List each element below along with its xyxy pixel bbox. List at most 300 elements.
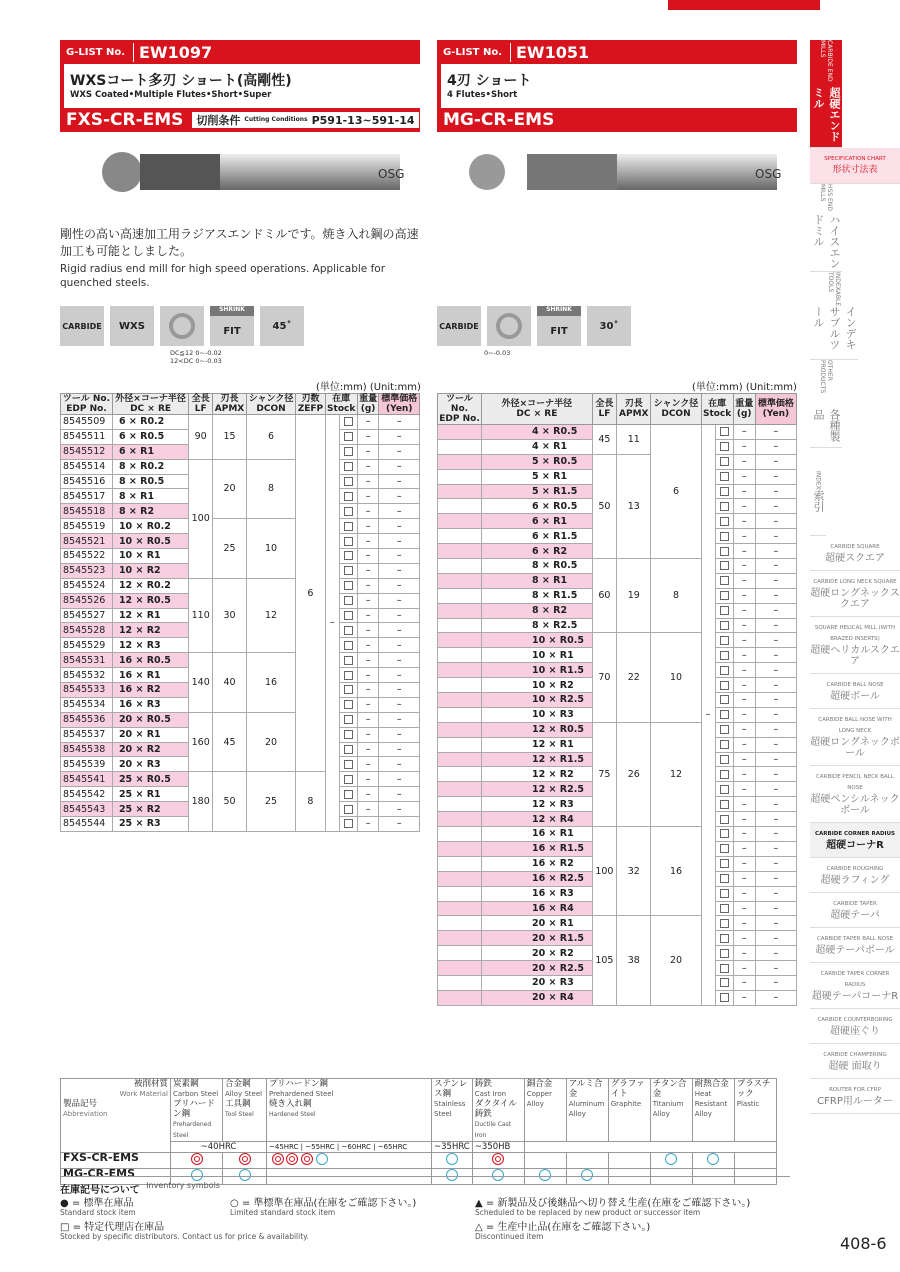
carbide-icon: CARBIDE [437,306,481,346]
distributor-stock-icon [720,651,729,660]
weight: – [357,772,379,787]
tool-image [60,132,420,222]
edp-no [438,931,482,946]
lf: 75 [592,722,616,826]
price: – [755,514,796,529]
price: – [379,415,420,430]
sidebar-category-3[interactable]: CARBIDE BALL NOSE 超硬ボール [810,674,900,709]
glist-label: G-LIST No. [443,46,502,58]
sidebar-category-4[interactable]: CARBIDE BALL NOSE WITH LONG NECK 超硬ロングネックボール [810,709,900,766]
size: 16 × R4 [482,901,593,916]
svg-text:OSG: OSG [378,167,405,181]
size: 8 × R1 [112,489,188,504]
weight: – [733,603,755,618]
stock-cell [715,871,733,886]
weight: – [733,961,755,976]
price: – [755,782,796,797]
weight: – [733,931,755,946]
stock-cell [339,578,357,593]
price: – [379,534,420,549]
table-row [61,519,420,534]
lf: 70 [592,633,616,722]
edp-no: 8545524 [61,578,113,593]
weight: – [733,588,755,603]
distributor-stock-icon [344,537,353,546]
size: 8 × R0.5 [482,559,593,574]
stock-cell [715,722,733,737]
stock-cell [339,593,357,608]
distributor-stock-icon [720,993,729,1002]
distributor-stock-icon [344,477,353,486]
price: – [379,638,420,653]
weight: – [357,742,379,757]
legend-c-en: Scheduled to be replaced by new product or successor item [475,1208,701,1217]
mat-col-8: チタン合金 Titanium Alloy [650,1079,692,1142]
distributor-stock-icon [344,700,353,709]
svg-text:OSG: OSG [755,167,782,181]
sidebar-category-2[interactable]: SQUARE HELICAL MILL (WITH BRAZED INSERTS) 超硬ヘリカルスクエア [810,617,900,674]
left-spec-table [60,393,420,832]
shrink-fit-icon [537,306,581,346]
distributor-stock-icon [720,949,729,958]
distributor-stock-icon [720,621,729,630]
distributor-stock-icon [720,427,729,436]
edp-no: 8545509 [61,415,113,430]
price: – [755,559,796,574]
mat-row-fxs [61,1153,777,1169]
edp-no [438,782,482,797]
edp-no [438,484,482,499]
distributor-stock-icon [720,785,729,794]
stock-cell [715,454,733,469]
table-row [61,578,420,593]
edp-no: 8545516 [61,474,113,489]
size: 16 × R2 [112,683,188,698]
distributor-stock-icon [720,964,729,973]
price: – [379,429,420,444]
weight: – [357,653,379,668]
cond-label-jp: 切削条件 [196,114,241,127]
edp-no [438,469,482,484]
fit-label: FIT [223,325,241,337]
edp-no: 8545544 [61,817,113,832]
apmx: 19 [617,559,651,633]
edp-no: 8545521 [61,534,113,549]
sidebar-item-2[interactable]: OTHER PRODUCTS 各種製品 [810,360,842,448]
tolerance-icon [160,306,204,346]
glist-label: G-LIST No. [66,46,125,58]
distributor-stock-icon [344,641,353,650]
stock-cell [715,633,733,648]
size: 5 × R0.5 [482,454,593,469]
edp-no [438,871,482,886]
edp-no [438,454,482,469]
weight: – [733,975,755,990]
mat-row-label: MG-CR-EMS [61,1169,171,1185]
sidebar-item-1[interactable]: INDEXABLE TOOLS インデキサブルツール [810,272,858,360]
legend-distributor [60,1223,475,1241]
weight: – [357,444,379,459]
edp-no [438,975,482,990]
sidebar-category-13[interactable]: ROUTER FOR CFRP CFRP用ルーター [810,1079,900,1114]
glist-bar [437,40,797,64]
weight: – [357,474,379,489]
distributor-stock-icon [344,685,353,694]
mat-col-7: グラファイト Graphite [608,1079,650,1142]
weight: – [357,668,379,683]
distributor-stock-icon [344,730,353,739]
distributor-stock-icon [720,800,729,809]
dcon: 20 [651,916,701,1005]
distributor-stock-icon [720,442,729,451]
price: – [755,648,796,663]
legend-b: ○ = 準標準在庫品(在庫をご確認下さい。) [230,1198,417,1209]
apmx: 11 [617,425,651,455]
price: – [379,459,420,474]
apmx: 38 [617,916,651,1005]
product-name-jp: WXSコート多刃 ショート(高剛性) [70,73,292,89]
price: – [755,856,796,871]
price: – [755,901,796,916]
size: 12 × R0.2 [112,578,188,593]
price: – [755,752,796,767]
size: 16 × R3 [482,886,593,901]
apmx: 45 [213,712,247,772]
table-row [438,633,797,648]
apmx: 40 [213,653,247,713]
zefp: 6 [296,415,325,772]
weight: – [357,489,379,504]
size: 25 × R2 [112,802,188,817]
edp-no: 8545543 [61,802,113,817]
sidebar-category-5[interactable]: CARBIDE PENCIL NECK BALL NOSE 超硬ペンシルネックボール [810,766,900,823]
distributor-stock-icon [720,934,729,943]
col-weight: 重量 (g) [359,394,378,414]
col-size: 外径×コーナ半径 DC × RE [482,394,593,425]
size: 6 × R0.5 [482,499,593,514]
distributor-stock-icon [344,551,353,560]
tolerance-note [170,349,222,365]
table-row [438,827,797,842]
price: – [755,767,796,782]
size: 6 × R1.5 [482,529,593,544]
stock-cell [715,544,733,559]
edp-no: 8545536 [61,712,113,727]
distributor-stock-icon [720,755,729,764]
table-row [61,653,420,668]
edp-no [438,752,482,767]
size: 8 × R0.2 [112,459,188,474]
limited-stock-icon [665,1153,677,1165]
weight: – [357,817,379,832]
edp-no: 8545534 [61,697,113,712]
size: 5 × R1.5 [482,484,593,499]
stock-cell [339,668,357,683]
stock-cell [339,429,357,444]
size: 12 × R4 [482,812,593,827]
mat-header-row [61,1079,777,1142]
price: – [755,975,796,990]
size: 6 × R2 [482,544,593,559]
sidebar-category-12[interactable]: CARBIDE CHAMFERING 超硬 面取り [810,1044,900,1079]
lf: 110 [189,578,213,652]
distributor-stock-icon [720,904,729,913]
stock-cell [715,946,733,961]
distributor-stock-icon [720,576,729,585]
distributor-stock-icon [720,844,729,853]
sidebar-category-10[interactable]: CARBIDE TAPER CORNER RADIUS 超硬テーパコーナR [810,963,900,1009]
sidebar-carbide-end-mills[interactable]: CARBIDE END MILLS 超硬エンドミル [810,40,842,148]
sidebar-category-11[interactable]: CARBIDE COUNTERBORING 超硬座ぐり [810,1009,900,1044]
category-sidebar [810,40,900,1114]
size: 8 × R2.5 [482,618,593,633]
edp-no: 8545523 [61,563,113,578]
price: – [379,608,420,623]
dcon: 6 [651,425,701,559]
price: – [379,712,420,727]
model-bar [437,108,797,132]
size: 20 × R1 [482,916,593,931]
stock-cell [715,618,733,633]
price: – [379,474,420,489]
price: – [755,663,796,678]
lf: 105 [592,916,616,1005]
distributor-stock-icon [720,859,729,868]
sidebar-category-0[interactable]: CARBIDE SQUARE 超硬スクエア [810,536,900,571]
size: 10 × R3 [482,707,593,722]
weight: – [733,707,755,722]
price: – [755,603,796,618]
stock-cell [715,916,733,931]
size: 12 × R2 [112,623,188,638]
price: – [755,707,796,722]
edp-no: 8545528 [61,623,113,638]
weight: – [357,593,379,608]
weight: – [733,782,755,797]
size: 20 × R2 [482,946,593,961]
edp-no [438,559,482,574]
col-edp: ツール No. EDP No. [61,394,113,415]
stock-cell [715,827,733,842]
apmx: 26 [617,722,651,826]
col-stock: 在庫 Stock [701,394,733,425]
apmx: 20 [213,459,247,519]
distributor-stock-icon [720,472,729,481]
edp-no [438,916,482,931]
legend-a: ● = 標準在庫品 [60,1198,134,1209]
price: – [755,812,796,827]
distributor-stock-icon [720,978,729,987]
size: 16 × R1 [112,668,188,683]
lf: 45 [592,425,616,455]
hrc-0: ~40HRC [171,1142,267,1153]
edp-no [438,499,482,514]
dcon: 8 [246,459,295,519]
col-zefp: 刃数 ZEFP [296,394,325,415]
weight: – [357,802,379,817]
price: – [379,802,420,817]
stock-cell [715,931,733,946]
edp-no [438,618,482,633]
edp-no: 8545526 [61,593,113,608]
size: 10 × R0.5 [482,633,593,648]
stock-cell [339,459,357,474]
legend-a-en: Standard stock item [60,1208,136,1217]
recommended-icon [272,1153,284,1165]
stock-cell [715,767,733,782]
size: 16 × R0.5 [112,653,188,668]
size: 5 × R1 [482,469,593,484]
tol-line-2: 12<DC 0~-0.03 [170,357,222,365]
table-row [61,459,420,474]
weight: – [357,429,379,444]
mat-col-3: ステンレス鋼 Stainless Steel [432,1079,473,1142]
edp-no: 8545512 [61,444,113,459]
stock-cell [339,697,357,712]
stock-cell [715,648,733,663]
legend-c: ▲ = 新製品及び後継品へ切り替え生産(在庫をご確認下さい。) [475,1198,751,1209]
weight: – [733,812,755,827]
helix-angle-icon: 45˚ [260,306,304,346]
sidebar-category-6[interactable]: CARBIDE CORNER RADIUS 超硬コーナR [810,823,900,858]
table-row [438,454,797,469]
distributor-stock-icon [720,517,729,526]
sidebar-category-9[interactable]: CARBIDE TAPER BALL NOSE 超硬テーパボール [810,928,900,963]
top-accent-bar [668,0,820,10]
mat-col-1: 合金鋼 Alloy Steel 工具鋼 Tool Steel [223,1079,267,1142]
price: – [755,633,796,648]
weight: – [733,573,755,588]
sidebar-category-1[interactable]: CARBIDE LONG NECK SQUARE 超硬ロングネックスクエア [810,571,900,617]
unit-label-left: (単位:mm) (Unit:mm) [316,382,421,393]
weight: – [357,712,379,727]
weight: – [733,544,755,559]
glist-bar [60,40,420,64]
price: – [755,693,796,708]
mat-col-9: 耐熱合金 Heat Resistant Alloy [692,1079,734,1142]
stock-cell [339,742,357,757]
weight: – [733,439,755,454]
legend-limited [230,1199,475,1217]
stock-cell [715,812,733,827]
right-spec-table [437,393,797,1006]
left-spec-icons [60,306,310,346]
limited-stock-icon [316,1153,328,1165]
distributor-stock-icon [720,502,729,511]
edp-no [438,663,482,678]
mat-col-0: 炭素鋼 Carbon Steel プリハードン鋼 Prehardened Steel [171,1079,223,1142]
tol-line-1: DC≦12 0~-0.02 [170,349,222,357]
stock-cell [715,797,733,812]
size: 10 × R2.5 [482,693,593,708]
distributor-stock-icon [720,725,729,734]
size: 12 × R0.5 [112,593,188,608]
table-header [438,394,797,425]
edp-no [438,990,482,1005]
stock-cell [339,489,357,504]
col-price: 標準価格 (Yen) [755,394,796,425]
stock-cell [715,499,733,514]
tolerance-icon [487,306,531,346]
sidebar-category-8[interactable]: CARBIDE TAPER 超硬テーパ [810,893,900,928]
edp-no: 8545527 [61,608,113,623]
price: – [755,544,796,559]
shrink-label: SHRINK [210,306,254,316]
stock-cell [339,608,357,623]
size: 25 × R0.5 [112,772,188,787]
edp-no [438,767,482,782]
weight: – [357,504,379,519]
legend-replaced [475,1199,790,1217]
stock-cell [715,603,733,618]
price: – [379,549,420,564]
stock-cell [715,841,733,856]
col-dcon: シャンク径 DCON [651,394,701,425]
price: – [379,742,420,757]
stock-cell [339,787,357,802]
stock-cell [339,444,357,459]
size: 12 × R1.5 [482,752,593,767]
lf: 160 [189,712,213,772]
sidebar-spec-chart[interactable]: SPECIFICATION CHART 形状寸法表 [810,148,900,184]
recommended-icon [239,1153,251,1165]
sidebar-category-7[interactable]: CARBIDE ROUGHING 超硬ラフィング [810,858,900,893]
hrc-1: ~45HRC | ~55HRC | ~60HRC | ~65HRC [267,1142,432,1153]
distributor-stock-icon [720,547,729,556]
zefp: 8 [296,772,325,832]
col-apmx: 刃長 APMX [617,394,651,425]
size: 16 × R1.5 [482,841,593,856]
stock-cell [339,727,357,742]
price: – [379,623,420,638]
stock-cell [339,683,357,698]
sidebar-item-0[interactable]: HSS END MILLS ハイスエンドミル [810,184,842,272]
col-size: 外径×コーナ半径 DC × RE [112,394,188,415]
dcon: 10 [246,519,295,579]
edp-no [438,737,482,752]
recommended-icon [301,1153,313,1165]
size: 10 × R1 [482,648,593,663]
work-material-table [60,1078,777,1185]
stock-cell [339,519,357,534]
cutting-conditions-link[interactable] [191,111,419,129]
model-code: MG-CR-EMS [443,110,555,130]
size: 12 × R3 [112,638,188,653]
edp-no [438,648,482,663]
legend-d-en: Stocked by specific distributors. Contact us for price & availability. [60,1232,309,1241]
distributor-stock-icon [344,596,353,605]
product-subtitle [437,64,797,108]
price: – [755,737,796,752]
price: – [379,504,420,519]
price: – [379,787,420,802]
size: 12 × R2.5 [482,782,593,797]
size: 10 × R1.5 [482,663,593,678]
distributor-stock-icon [720,740,729,749]
stock-cell [715,588,733,603]
distributor-stock-icon [720,591,729,600]
size: 12 × R3 [482,797,593,812]
stock-cell [339,549,357,564]
weight: – [733,990,755,1005]
glist-code: EW1097 [133,43,212,62]
weight: – [357,519,379,534]
apmx: 50 [213,772,247,832]
distributor-stock-icon [720,889,729,898]
size: 12 × R1 [112,608,188,623]
sidebar-item-3[interactable]: INDEX 索引 [810,448,826,536]
stock-cell [715,886,733,901]
